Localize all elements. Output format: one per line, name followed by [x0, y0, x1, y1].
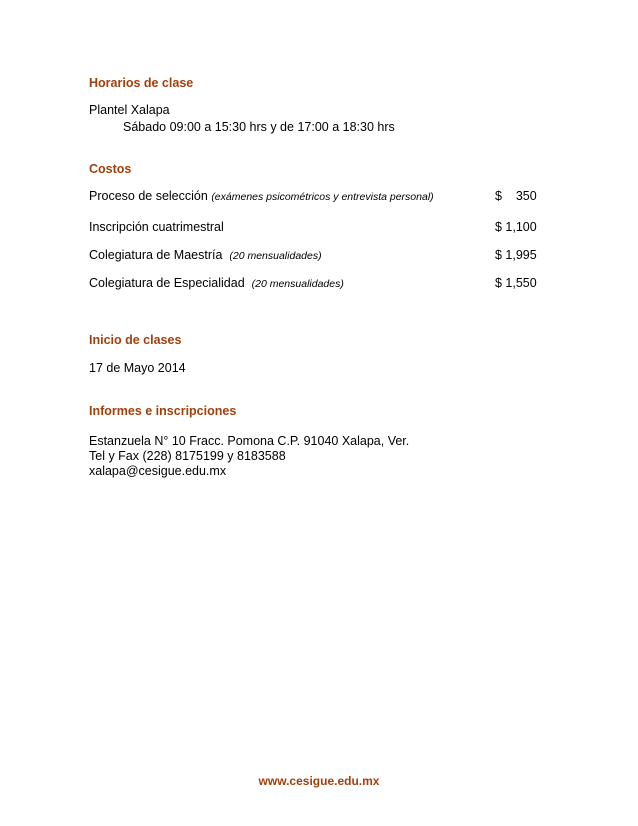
email-link[interactable]: xalapa@cesigue.edu.mx — [89, 464, 227, 478]
cost-note: (exámenes psicométricos y entrevista personal) — [211, 191, 434, 203]
cost-price: $ 1,550 — [495, 276, 537, 290]
address: Estanzuela N° 10 Fracc. Pomona C.P. 91040 Xalapa, Ver. — [89, 434, 410, 448]
info-heading: Informes e inscripciones — [89, 404, 237, 418]
start-date: 17 de Mayo 2014 — [89, 361, 186, 375]
schedule-heading: Horarios de clase — [89, 76, 194, 90]
cost-note: (20 mensualidades) — [251, 278, 344, 290]
campus-name: Plantel Xalapa — [89, 103, 170, 117]
cost-price: $ 350 — [495, 189, 537, 203]
cost-row — [89, 220, 537, 234]
start-heading: Inicio de clases — [89, 333, 182, 347]
schedule-times: Sábado 09:00 a 15:30 hrs y de 17:00 a 18:30 hrs — [123, 120, 395, 134]
cost-label: Colegiatura de Maestría — [89, 248, 223, 262]
cost-row — [89, 248, 537, 262]
costs-heading: Costos — [89, 162, 132, 176]
cost-price: $ 1,995 — [495, 248, 537, 262]
cost-label: Proceso de selección — [89, 189, 208, 203]
cost-row — [89, 189, 537, 203]
cost-note: (20 mensualidades) — [229, 250, 322, 262]
phone: Tel y Fax (228) 8175199 y 8183588 — [89, 449, 286, 463]
website-link[interactable]: www.cesigue.edu.mx — [258, 774, 380, 788]
cost-row — [89, 276, 537, 290]
cost-label: Inscripción cuatrimestral — [89, 220, 224, 234]
cost-label: Colegiatura de Especialidad — [89, 276, 245, 290]
cost-price: $ 1,100 — [495, 220, 537, 234]
